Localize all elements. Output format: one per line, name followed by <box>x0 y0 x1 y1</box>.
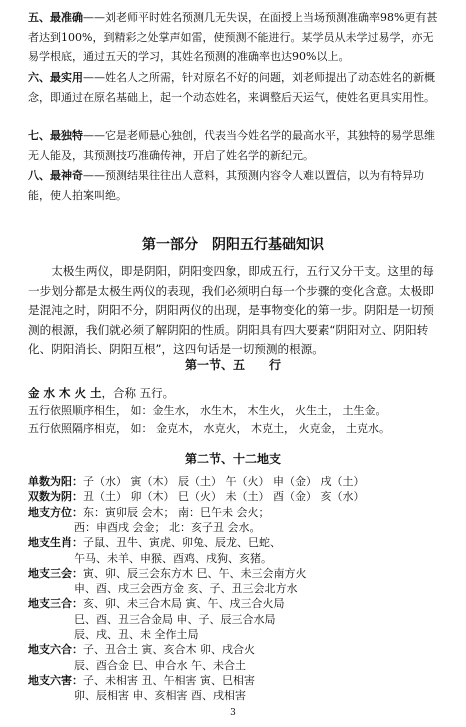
branch-row: 申、酉、戌三会西方金 亥、子、丑三会北方水 <box>74 582 298 596</box>
branch-row: 午马、未羊、申猴、酉鸡、戌狗、亥猪。 <box>74 551 272 565</box>
five-elements-names: 金 水 木 火 土 <box>28 386 102 400</box>
branch-row: 巳、酉、丑三合金局 申、子、辰三合水局 <box>74 612 276 626</box>
section1-title: 第一节、五 行 <box>184 358 281 372</box>
branch-row: 地支六害：子、未相害 丑、午相害 寅、巳相害 <box>28 673 255 687</box>
five-elements-line: 金 水 木 火 土，合称 五行。 <box>28 386 175 400</box>
paragraph-most-magical: 八、最神奇——预测结果往往出人意料，其预测内容令人难以置信，以为有特异功能，使人拍案叫绝。 <box>28 169 424 202</box>
section2-title: 第二节、十二地支 <box>184 452 281 466</box>
branch-row: 卯、辰相害 申、亥相害 酉、戌相害 <box>74 689 246 703</box>
branch-row: 地支三会：寅、卯、辰三会东方木 巳、午、未三会南方火 <box>28 566 307 580</box>
branch-row: 西：申酉戌 会金； 北：亥子丑 会水。 <box>74 520 261 534</box>
intro-paragraph: 太极生两仪，即是阴阳，阴阳变四象，即成五行，五行又分干支。这里的每一步划分都是太极生两仪的表现，我们必须明白每一个步骤的变化含意。太极即是混沌之时，阴阳不分，阴阳两仪的出现，是事物变化的第一步。阴阳是一切预测的根源，我们就必须了解阴阳的性质。阴阳具有四大要素“阴阳对立、阴阳转化、阴阳消长、阴阳互根”，这四句话是一切预测的根源。 <box>28 264 434 356</box>
paragraph-most-practical: 六、最实用——姓名人之所需，针对原名不好的问题，刘老师提出了动态姓名的新概念，即通过在原名基础上，起一个动态姓名，来调整后天运气，使姓名更具实用性。 <box>28 71 435 104</box>
branch-row: 辰、酉合金 巳、申合水 午、未合土 <box>74 658 246 672</box>
part-title: 第一部分 阴阳五行基础知识 <box>142 237 324 253</box>
branch-row: 地支三合：亥、卯、未三合木局 寅、午、戌三合火局 <box>28 597 285 611</box>
page-number: 3 <box>230 707 236 718</box>
branch-row: 地支生肖：子鼠、丑牛、寅虎、卯兔、辰龙、巳蛇、 <box>28 536 281 550</box>
paragraph-most-unique: 七、最独特——它是老师悬心独创，代表当今姓名学的最高水平，其独特的易学思维无人能及，其预测技巧准确传神，开启了姓名学的新纪元。 <box>28 129 435 162</box>
branch-row: 地支方位：东：寅卯辰 会木； 南：巳午未 会火； <box>28 505 270 519</box>
generating-cycle-line: 五行依照顺序相生， 如：金生水， 水生木， 木生火， 火生土， 土生金。 <box>28 404 387 417</box>
branch-row: 双数为阴：丑（土） 卯（木） 巳（火） 未（土） 酉（金） 亥（水） <box>28 490 365 504</box>
branch-row: 地支六合：子、丑合土 寅、亥合木 卯、戌合火 <box>28 643 255 657</box>
paragraph-most-accurate: 五、最准确——刘老师平时姓名预测几无失误，在面授上当场预测准确率98%更有甚者达到100%，到精彩之处掌声如雷，使预测不能进行。某学员从未学过易学，亦无易学根底，通过五天的学习，其姓名预测的准确率也达90%以上。 <box>28 11 438 63</box>
controlling-cycle-line: 五行依照隔序相克， 如： 金克木， 水克火， 木克土， 火克金， 土克水。 <box>28 422 390 435</box>
branch-row: 单数为阳：子（水） 寅（木） 辰（土） 午（火） 申（金） 戌（土） <box>28 475 365 488</box>
branch-row: 辰、戌、丑、未 全作土局 <box>74 628 199 641</box>
